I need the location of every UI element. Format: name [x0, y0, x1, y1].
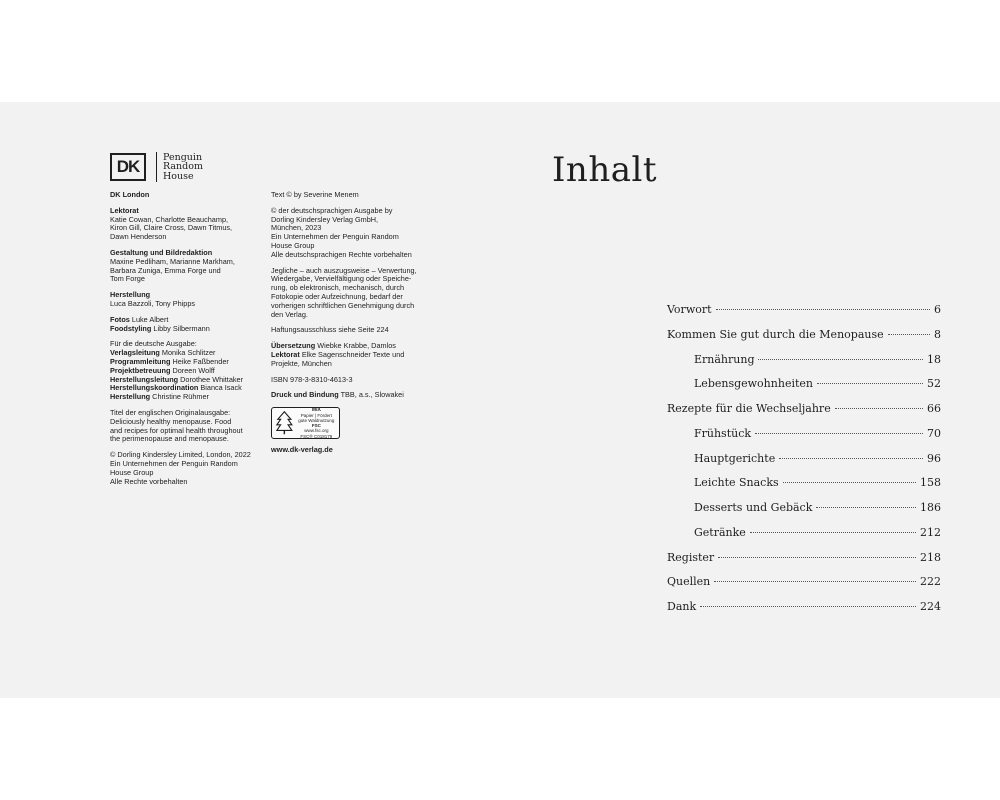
imprint-block	[271, 391, 431, 400]
imprint-block	[110, 340, 260, 402]
toc-leader-dots	[714, 581, 916, 582]
fsc-label	[271, 407, 340, 439]
imprint-text: Jegliche – auch auszugsweise – Verwertung,	[271, 265, 417, 275]
imprint-text: Monika Schlitzer	[159, 348, 216, 358]
imprint-text: Christine Rühmer	[150, 392, 209, 402]
toc-entry-page: 66	[927, 402, 941, 415]
toc-leader-dots	[817, 383, 923, 384]
imprint-text: © Dorling Kindersley Limited, London, 2022	[110, 450, 251, 460]
toc-entry-page: 222	[920, 575, 941, 589]
imprint-role: DK London	[110, 190, 150, 199]
toc-leader-dots	[779, 458, 923, 459]
toc-leader-dots	[783, 482, 916, 483]
imprint-role: Fotos	[110, 314, 130, 324]
imprint-line	[271, 311, 431, 320]
toc-entry[interactable]	[667, 353, 941, 378]
imprint-role: Herstellung	[110, 290, 151, 300]
imprint-text: House Group	[271, 240, 315, 250]
imprint-text: Doreen Wolff	[170, 365, 215, 375]
imprint-line	[271, 191, 431, 200]
imprint-text: Alle deutschsprachigen Rechte vorbehalten	[271, 249, 412, 259]
imprint-text: Projekte, München	[271, 358, 332, 368]
imprint-line	[110, 233, 260, 242]
imprint-text: Haftungsausschluss siehe Seite 224	[271, 325, 389, 335]
imprint-middle-column	[271, 191, 431, 455]
toc-entry[interactable]	[667, 402, 941, 427]
toc-entry[interactable]	[667, 551, 941, 576]
toc-entry-label: Ernährung	[694, 352, 755, 366]
imprint-block	[110, 316, 260, 334]
toc-entry-page: 158	[920, 476, 941, 490]
toc-entry[interactable]	[667, 600, 941, 625]
fsc-url: www.fsc.org	[304, 428, 329, 434]
contents-title: Inhalt	[552, 150, 658, 190]
imprint-text: Maxine Pedliham, Marianne Markham,	[110, 256, 235, 266]
imprint-role: Lektorat	[271, 349, 300, 359]
toc-entry-page: 70	[927, 426, 941, 440]
toc-entry[interactable]	[667, 452, 941, 477]
imprint-role: Herstellungskoordination	[110, 383, 199, 393]
imprint-text: rung, ob elektronisch, mechanisch, durch	[271, 283, 405, 293]
imprint-text: Dorothee Whittaker	[178, 374, 244, 384]
toc-leader-dots	[816, 507, 916, 508]
imprint-block	[110, 451, 260, 486]
imprint-text: Fotokopie oder Aufzeichnung, bedarf der	[271, 291, 403, 301]
toc-entry-page: 18	[927, 352, 941, 366]
toc-entry-label: Frühstück	[694, 426, 752, 440]
toc-entry-page: 6	[934, 303, 941, 316]
imprint-text: the perimenopause and menopause.	[110, 434, 229, 444]
fsc-line: gute Waldnutzung	[298, 417, 335, 423]
imprint-line	[110, 275, 260, 284]
imprint-line	[110, 393, 260, 402]
toc-entry-label: Desserts und Gebäck	[694, 501, 813, 514]
toc-entry-page: 218	[920, 550, 941, 564]
imprint-line	[271, 326, 431, 335]
toc-leader-dots	[716, 309, 930, 310]
toc-leader-dots	[750, 532, 916, 533]
toc-entry-page: 212	[920, 525, 941, 539]
imprint-text: House Group	[110, 467, 154, 477]
imprint-text: TBB, a.s., Slowakei	[338, 390, 404, 400]
imprint-line	[110, 325, 260, 334]
imprint-line	[110, 478, 260, 487]
website-link[interactable]: www.dk-verlag.de	[271, 445, 333, 455]
toc-entry[interactable]	[667, 476, 941, 501]
fsc-line: Papier | Fördert	[300, 412, 332, 418]
imprint-line	[271, 251, 431, 260]
imprint-block	[271, 326, 431, 335]
imprint-block	[271, 376, 431, 385]
toc-leader-dots	[700, 606, 916, 607]
imprint-text: Kiron Gill, Claire Cross, Dawn Titmus,	[110, 223, 233, 233]
imprint-text: Heike Faßbender	[170, 356, 229, 366]
wordmark-line: Penguin	[163, 151, 203, 163]
imprint-text: Text © by Severine Menem	[271, 190, 359, 199]
toc-entry-label: Dank	[667, 600, 697, 613]
imprint-block	[110, 249, 260, 284]
toc-entry[interactable]	[667, 303, 941, 328]
imprint-text: Ein Unternehmen der Penguin Random	[271, 232, 399, 242]
wordmark-line: House	[163, 170, 194, 182]
fsc-mix: MIX	[311, 406, 321, 413]
imprint-middle-text	[271, 191, 431, 400]
toc-entry-page: 96	[927, 451, 941, 465]
imprint-role: Übersetzung	[271, 341, 316, 351]
imprint-block	[271, 342, 431, 368]
imprint-text: Luke Albert	[129, 314, 169, 324]
wordmark-line: Random	[163, 161, 203, 173]
toc-leader-dots	[755, 433, 923, 434]
imprint-block	[271, 191, 431, 200]
imprint-line	[271, 391, 431, 400]
toc-entry[interactable]	[667, 328, 941, 353]
toc-entry-page: 186	[920, 501, 941, 514]
imprint-text: München, 2023	[271, 223, 322, 233]
imprint-text: Dorling Kindersley Verlag GmbH,	[271, 214, 379, 224]
imprint-text: vorherigen schriftlichen Genehmigung durch	[271, 300, 415, 310]
imprint-text: Tom Forge	[110, 274, 145, 284]
toc-entry-label: Getränke	[694, 525, 746, 539]
toc-entry[interactable]	[667, 526, 941, 551]
toc-entry[interactable]	[667, 575, 941, 600]
toc-entry-label: Hauptgerichte	[694, 451, 776, 465]
logo-divider	[156, 152, 157, 182]
imprint-text: Alle Rechte vorbehalten	[110, 476, 188, 486]
imprint-role: Herstellungsleitung	[110, 374, 179, 384]
imprint-text: Luca Bazzoli, Tony Phipps	[110, 298, 196, 308]
imprint-role: Projektbetreuung	[110, 365, 171, 375]
imprint-block	[271, 267, 431, 320]
imprint-line	[110, 300, 260, 309]
fsc-tree-icon	[275, 410, 294, 436]
toc-entry-label: Lebensgewohnheiten	[694, 377, 813, 391]
imprint-text: and recipes for optimal health throughout	[110, 425, 243, 435]
imprint-text: Ein Unternehmen der Penguin Random	[110, 458, 238, 468]
imprint-block	[110, 207, 260, 242]
imprint-text: Barbara Zuniga, Emma Forge und	[110, 265, 221, 275]
imprint-block	[271, 207, 431, 260]
imprint-left-column	[110, 191, 260, 493]
fsc-brand: FSC	[311, 423, 321, 429]
imprint-line	[271, 360, 431, 369]
imprint-role: Programmleitung	[110, 356, 171, 366]
imprint-text: Deliciously healthy menopause. Food	[110, 416, 232, 426]
toc-entry-label: Quellen	[667, 575, 711, 589]
toc-leader-dots	[758, 359, 923, 360]
imprint-text: © der deutschsprachigen Ausgabe by	[271, 205, 393, 215]
toc-entry-label: Kommen Sie gut durch die Menopause	[667, 327, 884, 341]
imprint-block	[110, 191, 260, 200]
imprint-text: Wiedergabe, Vervielfältigung oder Speiche-	[271, 274, 412, 284]
toc-leader-dots	[718, 557, 916, 558]
imprint-text: Bianca Isack	[198, 383, 242, 393]
toc-entry-label: Register	[667, 550, 715, 564]
imprint-block	[110, 409, 260, 444]
imprint-role: Verlagsleitung	[110, 348, 160, 358]
imprint-text: Libby Silbermann	[151, 323, 210, 333]
imprint-text: den Verlag.	[271, 309, 308, 319]
imprint-block	[110, 291, 260, 309]
toc-entry[interactable]	[667, 501, 941, 526]
toc-entry[interactable]	[667, 427, 941, 452]
imprint-role: Herstellung	[110, 392, 151, 402]
imprint-text: Katie Cowan, Charlotte Beauchamp,	[110, 214, 229, 224]
toc-entry-label: Leichte Snacks	[694, 476, 779, 490]
table-of-contents	[667, 303, 941, 625]
imprint-role: Lektorat	[110, 205, 139, 215]
imprint-role: Druck und Bindung	[271, 390, 339, 400]
imprint-role: Gestaltung und Bildredaktion	[110, 247, 213, 257]
fsc-text	[297, 408, 336, 439]
dk-logo: DK	[110, 153, 146, 181]
toc-entry-page: 224	[920, 600, 941, 613]
imprint-text: ISBN 978-3-8310-4613-3	[271, 374, 353, 384]
imprint-line	[110, 435, 260, 444]
toc-entry-page: 8	[934, 327, 941, 341]
imprint-line	[110, 191, 260, 200]
imprint-text: Für die deutsche Ausgabe:	[110, 339, 197, 349]
toc-leader-dots	[835, 408, 923, 409]
penguin-random-house-wordmark	[163, 153, 203, 182]
imprint-line	[271, 376, 431, 385]
toc-entry[interactable]	[667, 377, 941, 402]
imprint-text: Dawn Henderson	[110, 232, 167, 242]
toc-entry-page: 52	[927, 377, 941, 391]
fsc-code: FSC® C018179	[300, 433, 333, 439]
imprint-text: Titel der englischen Originalausgabe:	[110, 407, 231, 417]
imprint-text: Elke Sagenschneider Texte und	[299, 349, 405, 359]
publisher-logo	[110, 152, 203, 182]
imprint-text: Wiebke Krabbe, Damlos	[315, 341, 396, 351]
toc-entry-label: Vorwort	[667, 303, 712, 316]
toc-leader-dots	[888, 334, 930, 335]
toc-entry-label: Rezepte für die Wechseljahre	[667, 402, 831, 415]
imprint-role: Foodstyling	[110, 323, 152, 333]
